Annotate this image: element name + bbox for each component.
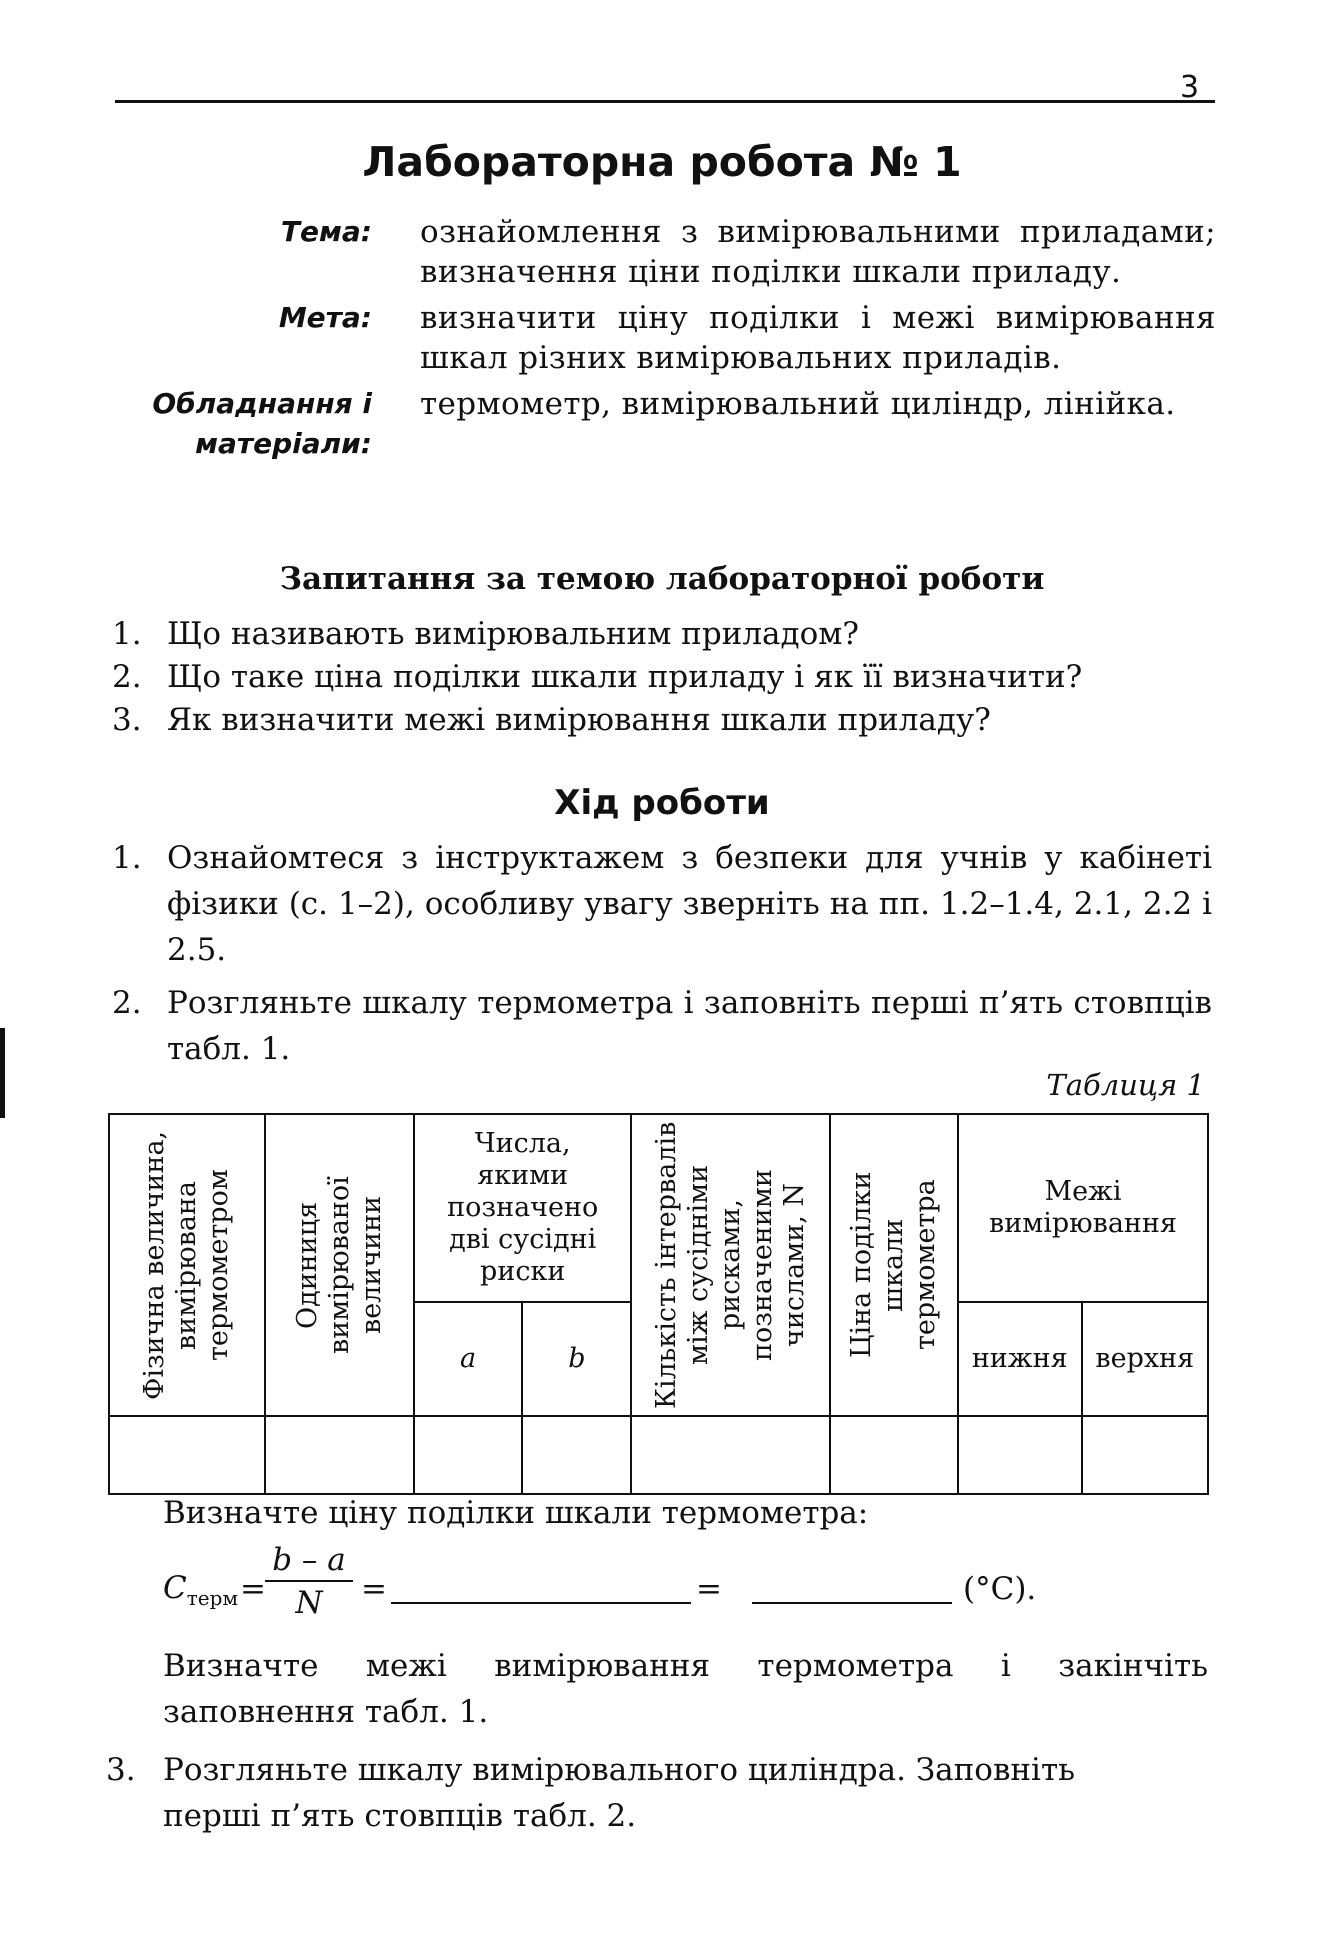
question-text: Що називають вимірювальним приладом? [167, 616, 860, 652]
equals-sign: = [696, 1571, 722, 1607]
determine-price-text: Визначте ціну поділки шкали термометра: [163, 1495, 869, 1531]
question-item [112, 656, 1222, 699]
th-b: b [522, 1302, 631, 1416]
meta-topic [140, 212, 1216, 292]
price-formula [163, 1540, 1063, 1630]
formula-numerator: b – a [272, 1542, 346, 1578]
meta-topic-label: Тема: [280, 215, 372, 248]
th-unit: Одиниця вимірюваної величини [265, 1114, 414, 1416]
questions-heading: Запитання за темою лабораторної роботи [279, 561, 1045, 597]
th-upper: верхня [1082, 1302, 1209, 1416]
step-text: Розгляньте шкалу термометра і заповніть перші п’ять стовпців табл. 1. [167, 985, 1212, 1067]
table-cell[interactable] [958, 1416, 1082, 1494]
meta-goal-label: Мета: [278, 301, 372, 334]
step-number: 2. [112, 985, 142, 1021]
formula-fraction [265, 1540, 353, 1624]
question-number: 1. [112, 616, 142, 652]
header-rule [115, 100, 1215, 103]
question-number: 3. [112, 702, 142, 738]
th-division: Ціна поділки шкали термометра [830, 1114, 958, 1416]
page-title: Лабораторна робота № 1 [362, 138, 962, 186]
procedure-step-3 [106, 1747, 1106, 1839]
table-cell[interactable] [414, 1416, 522, 1494]
th-intervals: Кількість інтервалів між сусідніми рисками, позначеними числами, N [631, 1114, 830, 1416]
question-item [112, 613, 1222, 656]
formula-symbol: $C_{терм}$ [163, 1570, 238, 1611]
meta-topic-text: ознайомлення з вимірювальними приладами; визначення ціни поділки шкали приладу. [420, 214, 1216, 290]
step-number: 1. [112, 840, 142, 876]
answer-blank[interactable] [391, 1602, 691, 1604]
page-number: 3 [1180, 70, 1200, 105]
meta-equipment-label: Обладнання і матеріали: [152, 387, 372, 460]
meta-equipment [140, 384, 1216, 464]
formula-denominator: N [265, 1580, 353, 1624]
equals-sign: = [240, 1571, 266, 1607]
meta-equipment-text: термометр, вимірювальний циліндр, лінійка. [420, 386, 1176, 422]
table-cell[interactable] [1082, 1416, 1209, 1494]
table-row [109, 1416, 1208, 1494]
scan-edge-mark [0, 1028, 5, 1118]
answer-blank[interactable] [752, 1602, 952, 1604]
table-cell[interactable] [830, 1416, 958, 1494]
determine-limits-text: Визначте межі вимірювання термометра і закінчіть заповнення табл. 1. [163, 1648, 1208, 1730]
questions-list [112, 613, 1222, 742]
step-number: 3. [106, 1752, 136, 1788]
question-item [112, 699, 1222, 742]
th-quantity: Фізична величина, вимірювана термометром [109, 1114, 265, 1416]
step-text: Ознайомтеся з інструктажем з безпеки для учнів у кабінеті фізики (с. 1–2), особливу увагу зверніть на пп. 1.2–1.4, 2.1, 2.2 і 2.5. [167, 840, 1212, 968]
th-a: a [414, 1302, 522, 1416]
meta-goal [140, 298, 1216, 378]
question-text: Що таке ціна поділки шкали приладу і як її визначити? [167, 659, 1083, 695]
table-cell[interactable] [109, 1416, 265, 1494]
table-cell[interactable] [265, 1416, 414, 1494]
meta-goal-text: визначити ціну поділки і межі вимірювання шкал різних вимірювальних приладів. [420, 300, 1216, 376]
table-cell[interactable] [522, 1416, 631, 1494]
th-numbers: Числа, якими позначено дві сусідні риски [414, 1114, 632, 1302]
step-text: Розгляньте шкалу вимірювального циліндра. Заповніть перші п’ять стовпців табл. 2. [163, 1752, 1076, 1834]
procedure-step-2 [112, 980, 1212, 1072]
table-caption: Таблиця 1 [1046, 1068, 1205, 1102]
lab-meta [140, 212, 1216, 470]
th-lower: нижня [958, 1302, 1082, 1416]
question-text: Як визначити межі вимірювання шкали приладу? [167, 702, 991, 738]
table-1 [108, 1113, 1209, 1495]
procedure-step-1 [112, 835, 1212, 973]
equals-sign: = [361, 1571, 387, 1607]
procedure-heading: Хід роботи [554, 783, 770, 823]
th-limits: Межі вимірювання [958, 1114, 1208, 1302]
question-number: 2. [112, 659, 142, 695]
formula-unit: (°С). [963, 1571, 1037, 1607]
table-cell[interactable] [631, 1416, 830, 1494]
